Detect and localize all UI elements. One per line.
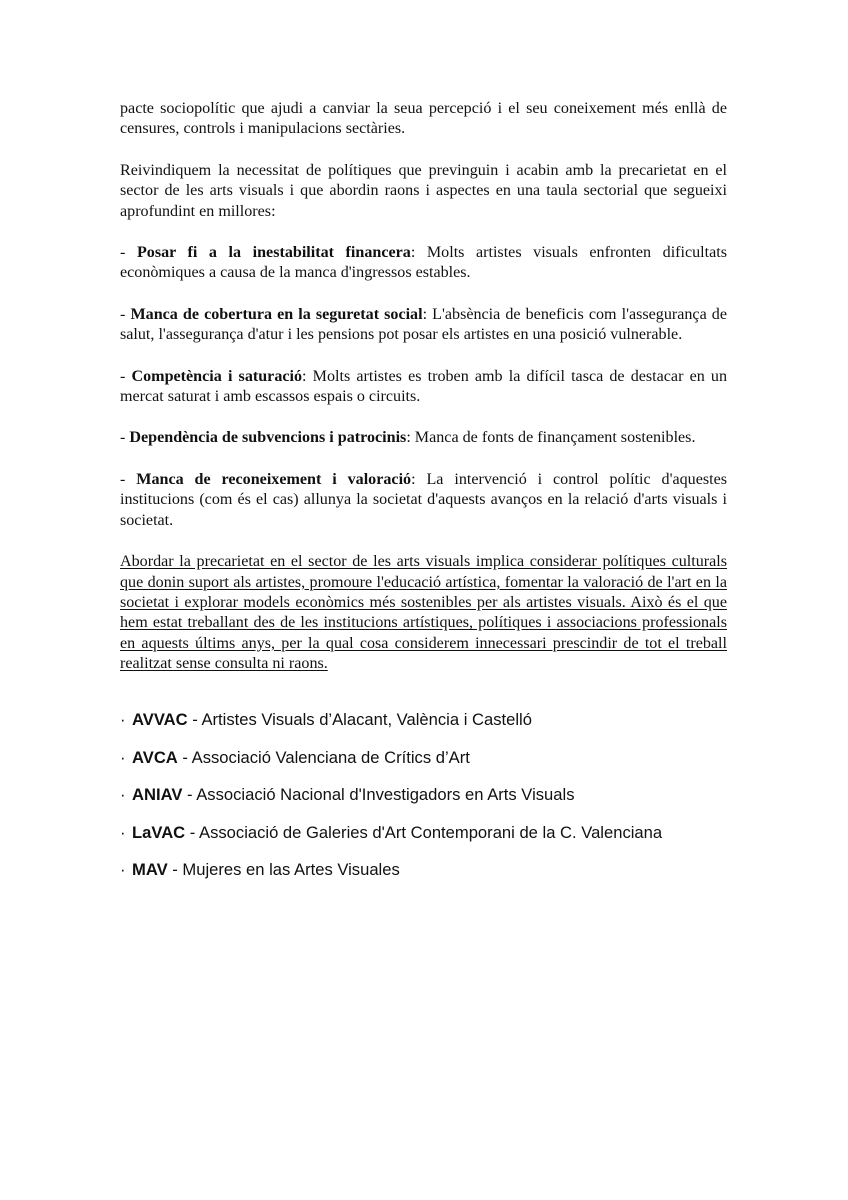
organization-item [120,823,760,842]
bullet-icon: · [120,785,126,805]
demand-prefix: - [120,305,131,323]
conclusion-paragraph: Abordar la precarietat en el sector de les arts visuals implica considerar polítiques culturals que donin suport als artistes, promoure l'educació artística, fomentar la valoració de l'art en la societat i explorar models econòmics més sostenibles per als artistes visuals. Això és el que hem estat treballant des de les institucions artístiques, polítiques i associacions professionals en aquests últims anys, per la qual cosa considerem innecessari prescindir de tot el treball realitzat sense consulta ni raons. [120,553,727,673]
organizations-list [120,710,760,898]
demand-title: Posar fi a la inestabilitat financera [136,244,411,262]
demand-title: Manca de cobertura en la seguretat social [130,305,423,323]
demand-text: : Molts artistes visuals enfronten dificultats econòmiques a causa de la manca d'ingressos estables. [120,244,728,282]
organization-name: - Associació de Galeries d'Art Contemporani de la C. Valenciana [185,822,663,842]
demand-item [120,470,727,531]
demand-item [120,243,727,284]
demand-text: : L'absència de beneficis com l'assegurança de salut, l'assegurança d'atur i les pensions pot posar els artistes en una posició vulnerable. [120,305,727,344]
organization-item [120,748,760,767]
demand-title: Manca de reconeixement i valoració [136,470,412,488]
demand-prefix: - [120,367,132,385]
organization-name: - Artistes Visuals d’Alacant, València i Castelló [187,710,532,729]
demand-title: Dependència de subvencions i patrocinis [129,429,407,447]
organization-name: - Associació Valenciana de Crítics d’Art [177,747,470,767]
bullet-icon: · [120,747,126,767]
claim-paragraph: Reivindiquem la necessitat de polítiques que previnguin i acabin amb la precarietat en el sector de les arts visuals i que abordin raons i aspectes en una taula sectorial que segueixi aprofundint en millores: [120,161,727,220]
organization-abbr: MAV [132,860,168,880]
organization-abbr: AVCA [132,747,178,767]
demand-item [120,428,727,448]
bullet-icon: · [120,822,126,842]
demand-prefix: - [120,429,130,447]
demand-title: Competència i saturació [131,367,303,385]
demand-text: : Manca de fonts de finançament sostenibles. [406,429,696,447]
organization-abbr: ANIAV [132,785,183,805]
organization-item [120,710,760,729]
organization-item [120,785,760,804]
organization-name: - Mujeres en las Artes Visuales [167,860,400,880]
organization-item [120,860,760,879]
organization-abbr: LaVAC [132,822,186,842]
demand-item [120,367,727,408]
demand-text: : Molts artistes es troben amb la difícil tasca de destacar en un mercat saturat i amb escassos espais o circuits. [120,367,727,406]
bullet-icon: · [120,710,126,729]
bullet-icon: · [120,860,126,880]
organization-abbr: AVVAC [132,710,188,729]
demand-prefix: - [120,244,137,262]
document-body [120,99,727,696]
organization-name: - Associació Nacional d'Investigadors en Arts Visuals [182,785,575,805]
intro-paragraph: pacte sociopolític que ajudi a canviar la seua percepció i el seu coneixement més enllà de censures, controls i manipulacions sectàries. [120,100,727,138]
demand-text: : La intervenció i control polític d'aquestes institucions (com és el cas) allunya la societat d'aquests avanços en la relació d'arts visuals i societat. [120,470,727,529]
demand-prefix: - [120,470,137,488]
demand-item [120,305,727,346]
